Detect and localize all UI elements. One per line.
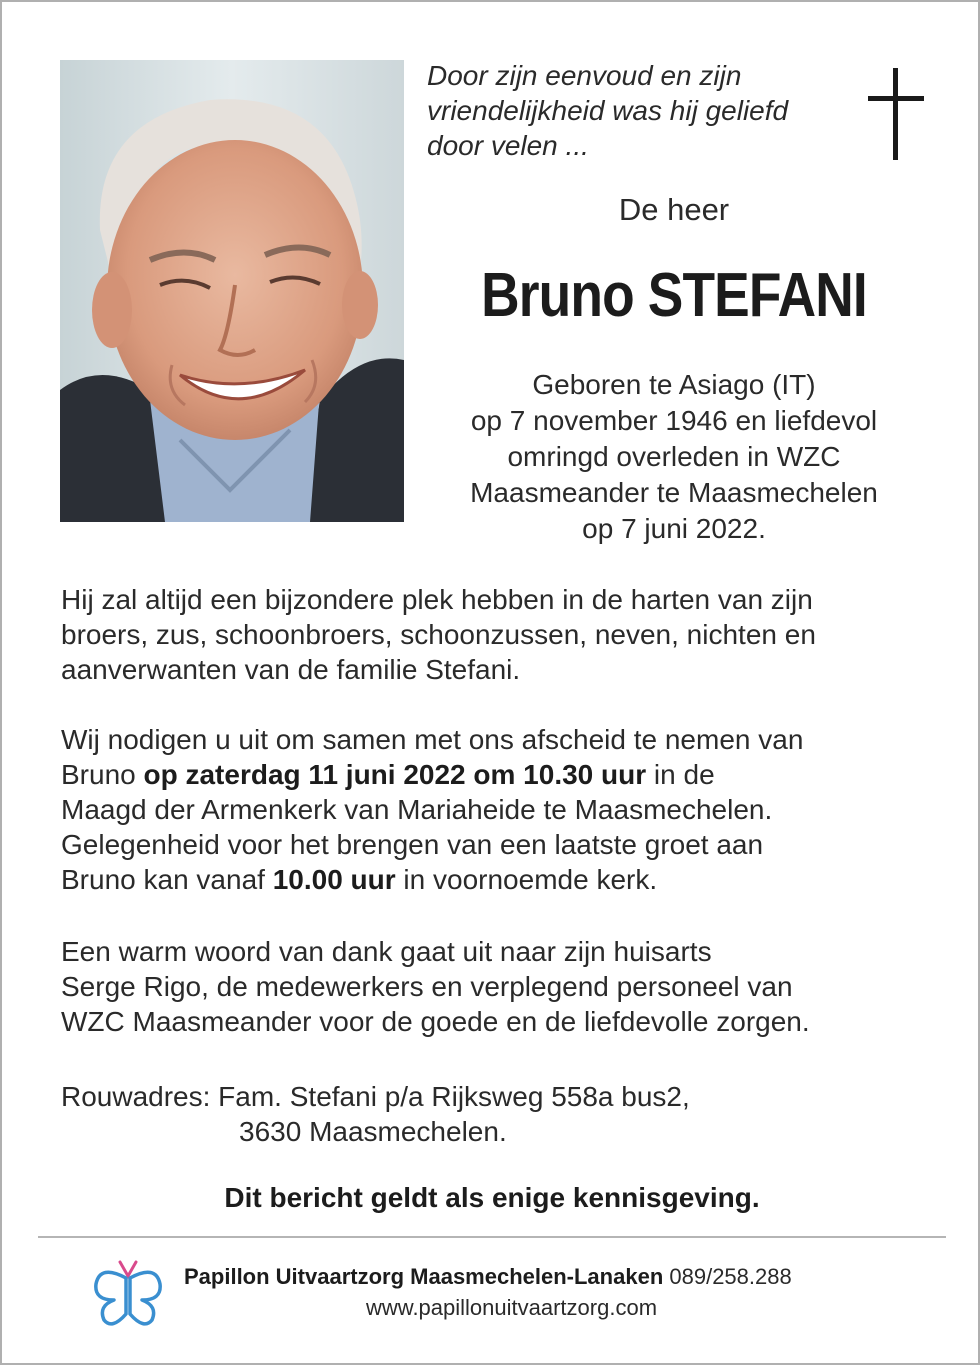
portrait-illustration: [60, 60, 404, 522]
memorial-quote: Door zijn eenvoud en zijn vriendelijkheid was hij geliefd door velen ...: [427, 60, 789, 161]
visitation-time: 10.00 uur: [272, 864, 396, 895]
funeral-home-info: [184, 1264, 792, 1290]
paragraph-invitation: [61, 722, 941, 897]
text-line: [61, 757, 941, 792]
funeral-home-name: Papillon Uitvaartzorg Maasmechelen-Lanaken: [184, 1264, 664, 1289]
text-line: Serge Rigo, de medewerkers en verplegend personeel van: [61, 971, 793, 1002]
birth-death-details: Geboren te Asiago (IT) op 7 november 1946 en liefdevol omringd overleden in WZC Maasmeander te Maasmechelen op 7 juni 2022.: [470, 369, 878, 544]
text-line: Maagd der Armenkerk van Mariaheide te Maasmechelen.: [61, 794, 773, 825]
address-line: 3630 Maasmechelen.: [239, 1116, 507, 1147]
address-line: Rouwadres: Fam. Stefani p/a Rijksweg 558a bus2,: [61, 1081, 690, 1112]
text-line: Wij nodigen u uit om samen met ons afscheid te nemen van: [61, 724, 804, 755]
cross-icon: [868, 68, 924, 160]
text-line: aanverwanten van de familie Stefani.: [61, 654, 521, 685]
salutation: De heer: [618, 192, 730, 227]
text-line: broers, zus, schoonbroers, schoonzussen, neven, nichten en: [61, 619, 816, 650]
portrait-photo: [60, 60, 404, 522]
funeral-home-website[interactable]: www.papillonuitvaartzorg.com: [366, 1295, 658, 1320]
deceased-name: Bruno STEFANI: [481, 261, 867, 330]
text-line: WZC Maasmeander voor de goede en de liefdevolle zorgen.: [61, 1006, 810, 1037]
notice-statement: Dit bericht geldt als enige kennisgeving.: [224, 1182, 760, 1213]
text-segment: Bruno: [61, 759, 144, 790]
text-line: Hij zal altijd een bijzondere plek hebben in de harten van zijn: [61, 584, 813, 615]
text-segment: in de: [646, 759, 715, 790]
mourning-address: [61, 1079, 941, 1149]
paragraph-remembrance: [61, 582, 941, 687]
text-line: Een warm woord van dank gaat uit naar zijn huisarts: [61, 936, 712, 967]
text-line: [61, 862, 941, 897]
paragraph-thanks: [61, 934, 941, 1039]
funeral-home-phone: 089/258.288: [663, 1264, 792, 1289]
divider: [38, 1236, 946, 1238]
text-line: Gelegenheid voor het brengen van een laatste groet aan: [61, 829, 764, 860]
ceremony-datetime: op zaterdag 11 juni 2022 om 10.30 uur: [143, 759, 647, 790]
text-segment: Bruno kan vanaf: [61, 864, 273, 895]
butterfly-logo-icon: [90, 1256, 166, 1330]
text-segment: in voornoemde kerk.: [395, 864, 658, 895]
